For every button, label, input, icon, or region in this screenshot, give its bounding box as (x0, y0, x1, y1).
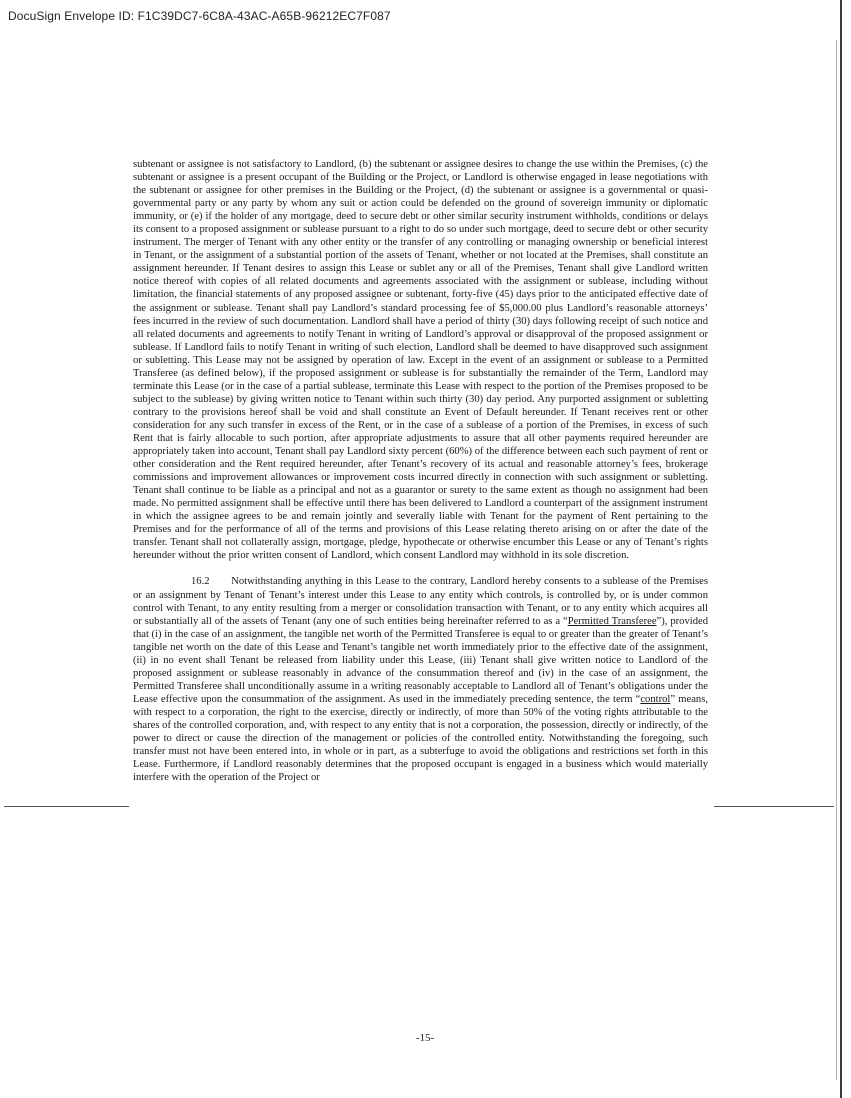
paragraph-16-2 (133, 575, 708, 784)
lease-page-body (133, 158, 708, 784)
paragraph-16-2-text-b: ”), provided that (i) in the case of an assignment, the tangible net worth of the Permitted Transferee is equal to or greater than the greater of Tenant’s tangible net worth on the date of this Lease and Tenant’s tangible net worth immediately prior to the effective date of the assignment, (ii) in no event shall Tenant be released from liability under this Lease, (iii) Tenant shall give written notice to Landlord of the proposed assignment or sublease reasonably in advance of the consummation thereof and (iv) in the case of an assignment, the Permitted Transferee shall unconditionally assume in a writing reasonably acceptable to Landlord all of Tenant’s obligations under the Lease effective upon the consummation of the assignment. As used in the immediately preceding sentence, the term “ (133, 615, 708, 705)
section-number: 16.2 (191, 576, 210, 588)
page-number: -15- (415, 1032, 435, 1044)
fold-line-left (4, 806, 129, 807)
fold-line-right (714, 806, 834, 807)
docusign-envelope-id: DocuSign Envelope ID: F1C39DC7-6C8A-43AC-A65B-96212EC7F087 (8, 9, 391, 23)
scan-edge-line (840, 0, 842, 1098)
defined-term-permitted-transferee: Permitted Transferee (567, 615, 657, 627)
defined-term-control: control (640, 693, 671, 705)
paragraph-16-2-text-a: Notwithstanding anything in this Lease to the contrary, Landlord hereby consents to a sublease of the Premises or an assignment by Tenant of Tenant’s interest under this Lease to any entity which controls, is controlled by, or is under common control with Tenant, to any entity resulting from a merger or consolidation transaction with Tenant, or to any entity which acquires all or substantially all of the assets of Tenant (any one of such entities being hereinafter referred to as a “ (133, 576, 708, 627)
paragraph-assignment-conditions: subtenant or assignee is not satisfactory to Landlord, (b) the subtenant or assignee desires to change the use within the Premises, (c) the subtenant or assignee is a present occupant of the Building or the Project, or Landlord is otherwise engaged in lease negotiations with the subtenant or assignee for other premises in the Building or the Project, (d) the subtenant or assignee is a governmental or quasi-governmental party or any party by whom any suit or action could be defended on the ground of sovereign immunity or diplomatic immunity, or (e) if the holder of any mortgage, deed to secure debt or other similar security instrument withholds, conditions or delays its consent to a proposed assignment or sublease pursuant to a right to do so under such mortgage, deed to secure debt or other security instrument. The merger of Tenant with any other entity or the transfer of any controlling or managing ownership or beneficial interest in Tenant, or the assignment of a substantial portion of the assets of Tenant, whether or not located at the Premises, shall constitute an assignment hereunder. If Tenant desires to assign this Lease or sublet any or all of the Premises, Tenant shall give Landlord written notice thereof with copies of all related documents and agreements associated with the assignment or sublease, including without limitation, the financial statements of any proposed assignee or subtenant, forty-five (45) days prior to the anticipated effective date of the assignment or sublease. Tenant shall pay Landlord’s standard processing fee of $5,000.00 plus Landlord’s reasonable attorneys’ fees incurred in the review of such documentation. Landlord shall have a period of thirty (30) days following receipt of such notice and all related documents and agreements to notify Tenant in writing of Landlord’s approval or disapproval of the proposed assignment or sublease. If Landlord fails to notify Tenant in writing of such election, Landlord shall be deemed to have disapproved such assignment or subletting. This Lease may not be assigned by operation of law. Except in the event of an assignment or sublease to a Permitted Transferee (as defined below), if the proposed assignment or sublease is for substantially the remainder of the Term, Landlord may terminate this Lease (or in the case of a partial sublease, terminate this Lease with respect to the portion of the Premises proposed to be subject to the sublease) by giving written notice to Tenant within such thirty (30) day period. Any purported assignment or subletting contrary to the provisions hereof shall be void and shall constitute an Event of Default hereunder. If Tenant receives rent or other consideration for any such transfer in excess of the Rent, or in the case of a sublease of a portion of the Premises, in excess of such Rent that is fairly allocable to such portion, after appropriate adjustments to assure that all other payments required hereunder are appropriately taken into account, Tenant shall pay Landlord sixty percent (60%) of the difference between each such payment of rent or other consideration and the Rent required hereunder, after Tenant’s recovery of its actual and reasonable attorney’s fees, brokerage commissions and improvement allowances or improvement costs incurred directly in connection with such assignment or subletting. Tenant shall continue to be liable as a principal and not as a guarantor or surety to the same extent as though no assignment had been made. No permitted assignment shall be effective until there has been delivered to Landlord a counterpart of the assignment instrument in which the assignee agrees to be and remain jointly and severally liable with Tenant for the payment of Rent pertaining to the Premises and for the performance of all of the terms and provisions of this Lease relating thereto arising on or after the date of the transfer. Tenant shall not collaterally assign, mortgage, pledge, hypothecate or otherwise encumber this Lease or any of Tenant’s rights hereunder without the prior written consent of Landlord, which consent Landlord may withhold in its sole discretion. (133, 159, 708, 562)
scan-edge-shadow (836, 40, 837, 1080)
paragraph-16-2-text-c: ” means, with respect to a corporation, the right to the exercise, directly or indirectly, of more than 50% of the voting rights attributable to the shares of the controlled corporation, and, with respect to any entity that is not a corporation, the possession, directly or indirectly, of the power to direct or cause the direction of the management or policies of the controlled entity. Notwithstanding the foregoing, such transfer must not have been entered into, in whole or in part, as a subterfuge to avoid the obligations and restrictions set forth in this Lease. Furthermore, if Landlord reasonably determines that the proposed occupant is engaged in a business which would materially interfere with the operation of the Project or (133, 693, 708, 784)
